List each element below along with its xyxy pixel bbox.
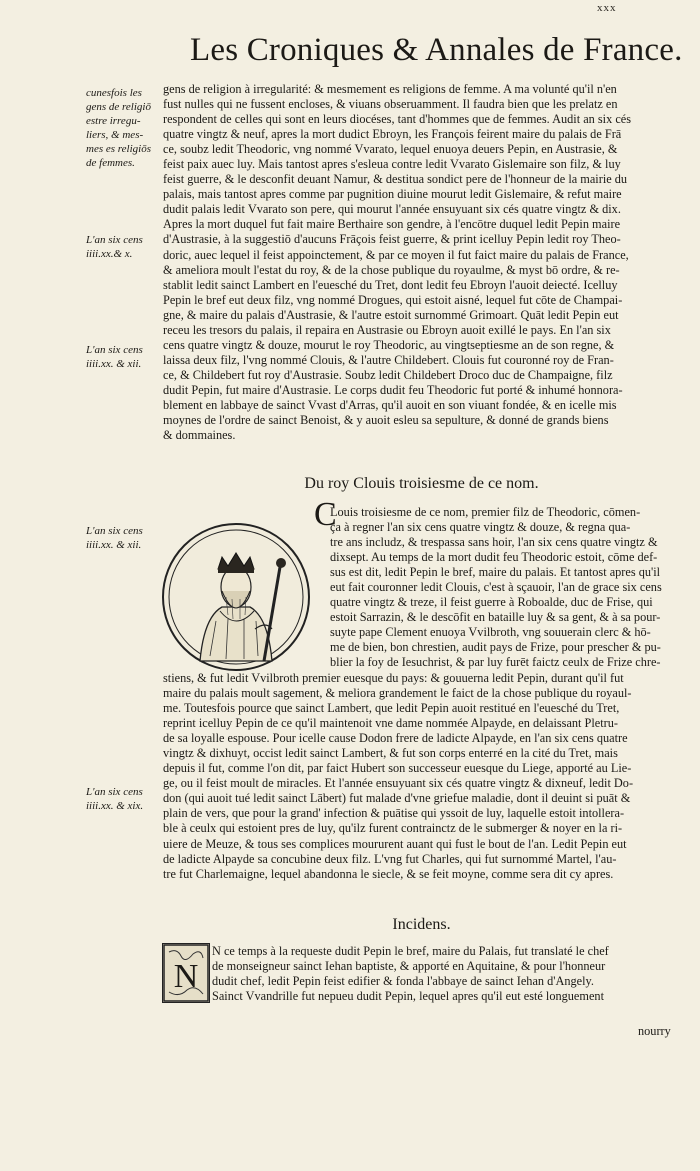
folio-number: xxx — [597, 2, 617, 14]
text-line: cens quatre vingtz & douze, mourut le roy Theodoric, au vingtseptiesme an de son regne, & — [163, 337, 615, 352]
text-line: laissa deux filz, l'vng nommé Clouis, & l'autre Childebert. Clouis fut couronné roy de Fran- — [163, 352, 614, 367]
text-line: depuis il fut, comme l'on dit, par faict Hubert son successeur euesque du Liege, apporté au Lie- — [163, 761, 632, 776]
text-line: Apres la mort duquel fut fait maire Berthaire son gendre, à l'encōtre duquel ledit Pepin maire — [163, 217, 621, 232]
margin-note-line: iiii.xx. & xii. — [86, 358, 142, 370]
text-line: don (qui auoit tué ledit sainct Lābert) fut malade d'vne griefue maladie, dont il deuint si puāt & — [163, 791, 631, 806]
text-line: dudit Pepin, fut maire d'Austrasie. Le corps dudit feu Theodoric fut porté & inhumé honnora- — [163, 382, 623, 397]
text-line: stiens, & fut ledit Vvilbroth premier euesque du pays: & gouuerna ledit Pepin, durant qu'il fut — [163, 671, 624, 685]
text-line: plain de vers, que pour la grand' infection & puātise qui yssoit de luy, laquelle estoit intollera- — [163, 806, 625, 821]
text-line: estoit Sarrazin, & le descōfit en bataille luy & sa gent, & à sa pour- — [330, 610, 661, 625]
text-line: me de bien, bon chrestien, audit pays de Frize, pour prescher & pu- — [330, 640, 661, 655]
paragraph-3 — [212, 944, 680, 1004]
text-line: tre ans includz, & trespassa sans hoir, l'an six cens quatre vingtz & — [330, 535, 658, 550]
running-head: Les Croniques & Annales de France. — [190, 32, 683, 68]
margin-note-line: cunesfois les — [86, 87, 142, 99]
margin-note-line: liers, & mes- — [86, 129, 144, 141]
text-line: suyte pape Clement enuoya Vvilbroth, vng souuerain clerc & hō- — [330, 625, 651, 640]
text-line: uiere de Meuze, & tous ses complices moururent auant qui fust le bout de l'an. Ledit Pepin eut — [163, 836, 627, 851]
margin-note-line: L'an six cens — [86, 234, 143, 246]
catchword: nourry — [638, 1024, 671, 1038]
text-line: stablit ledit sainct Lambert en l'euesché du Tret, dont ledit feu Ebroyn l'auoit deiecté. Icelluy — [163, 277, 618, 292]
text-line: ge, ou il feist moult de miracles. Et l'année ensuyuant six cés quatre vingtz & dixneuf, ledit Do- — [163, 776, 634, 791]
margin-note-line: de femmes. — [86, 157, 135, 169]
text-line: dudit chef, ledit Pepin feist edifier & fonda l'abbaye de sainct Iehan d'Angely. — [212, 974, 594, 989]
text-line: ce, soubz ledit Theodoric, vng nommé Vvarato, lequel enuoya deuers Pepin, en Austrasie, & — [163, 142, 618, 157]
text-line: respondent de celles qui sont en leurs diocéses, tant d'hommes que de femmes. Audit an six cés — [163, 112, 632, 127]
text-line: fust nulles qui ne fussent encloses, & viuans obseruamment. Il faudra bien que les prelatz en — [163, 97, 618, 112]
margin-note-line: mes es religiōs — [86, 143, 151, 155]
text-line: quatre vingtz & treze, il feist guerre à Roboalde, duc de Frise, qui — [330, 595, 653, 610]
text-line: gens de religion à irregularité: & mesmement es religions de femme. A ma volunté qu'il n'en — [163, 82, 617, 96]
text-line: gne, & maire du palais d'Austrasie, & l'autre estoit surnommé Grimoart. Quāt ledit Pepin eut — [163, 307, 619, 322]
margin-note-line: iiii.xx. & xix. — [86, 800, 144, 812]
margin-note-line: iiii.xx.& x. — [86, 248, 133, 260]
initial-letter-c: C — [314, 496, 337, 533]
margin-note — [86, 86, 162, 170]
margin-note-line: estre irregu- — [86, 115, 141, 127]
text-line: dixsept. Au temps de la mort dudit feu Theodoric estoit, cōme def- — [330, 550, 658, 565]
margin-note-line: L'an six cens — [86, 525, 143, 537]
text-line: blement en labbaye de sainct Vvast d'Arras, qu'il auoit en son viuant fondée, & en icelle mis — [163, 397, 617, 412]
paragraph-1 — [163, 82, 680, 443]
text-line: de ladicte Alpayde sa concubine deux filz. L'vng fut Charles, qui fut surnommé Martel, l'au- — [163, 851, 617, 866]
text-line: d'Austrasie, à la suggestiō d'aucuns Frāçois feist guerre, & print icelluy Pepin ledit roy Theo- — [163, 232, 621, 247]
section-title-incidens: Incidens. — [392, 916, 451, 933]
margin-note-line: gens de religiō — [86, 101, 151, 113]
text-line: feist guerre, & le desconfit deuant Namur, & destitua sondict pere de l'honneur de la mairie du — [163, 172, 628, 187]
margin-note — [86, 524, 162, 552]
text-line: ble à ceulx qui estoient pres de luy, qu'ilz furent contrainctz de le submerger & noyer en la ri- — [163, 821, 623, 836]
text-line: Pepin le bref eut deux filz, vng nommé Drogues, qui estoit aisné, lequel fut cōte de Champai- — [163, 292, 623, 307]
margin-note — [86, 233, 162, 261]
section-title-clouis: Du roy Clouis troisiesme de ce nom. — [304, 475, 539, 492]
king-portrait-medallion — [160, 521, 312, 673]
text-line: reprint icelluy Pepin de ce qu'il maintenoit vne dame nommée Alpayde, en delaissant Pletru- — [163, 716, 619, 731]
text-line: doric, auec lequel il feist appoinctement, & par ce moyen il fut faict maire du palais de France, — [163, 247, 629, 262]
margin-note — [86, 343, 162, 371]
paragraph-2-full — [163, 671, 680, 882]
text-line: me. Toutesfois pource que sainct Lambert, que ledit Pepin auoit restitué en l'euesché du Tret, — [163, 701, 620, 716]
paragraph-2-narrow — [330, 505, 680, 671]
text-line: & ameliora moult l'estat du roy, & de la chose publique du royaulme, & myst bō ordre, & re- — [163, 262, 620, 277]
initial-n-glyph: N — [173, 958, 199, 995]
text-line: feist paix auec luy. Mais tantost apres s'esleua contre ledit Vvarato Gislemaire son filz, & luy — [163, 157, 621, 172]
text-line: sus est dit, ledit Pepin le bref, maire du palais. Et tantost apres qu'il — [330, 565, 661, 580]
text-line: moynes de l'ordre de sainct Benoist, & y auoit esleu sa sepulture, & donné de grands biens — [163, 413, 609, 428]
text-line: eut fait couronner ledit Clouis, c'est à sçauoir, l'an de grace six cens — [330, 580, 662, 595]
text-line: blier la foy de Iesuchrist, & par luy furēt faictz ceulx de Frize chre- — [330, 655, 661, 670]
text-line: maire du palais moult sagement, & meliora grandement le faict de la chose publique du royaul- — [163, 686, 632, 701]
text-line: dudit palais ledit Vvarato son pere, qui mourut l'année ensuyuant six cés quatre vingtz & dix. — [163, 202, 621, 217]
text-line: ce, & Childebert fut roy d'Austrasie. Soubz ledit Childebert Droco duc de Champaigne, filz — [163, 367, 613, 382]
margin-note-line: L'an six cens — [86, 344, 143, 356]
text-line: N ce temps à la requeste dudit Pepin le bref, maire du Palais, fut translaté le chef — [212, 944, 609, 958]
margin-note-line: L'an six cens — [86, 786, 143, 798]
text-line: de monseigneur sainct Iehan baptiste, & apporté en Aquitaine, & pour l'honneur — [212, 959, 606, 974]
text-line: & dommaines. — [163, 428, 236, 443]
text-line: Louis troisiesme de ce nom, premier filz de Theodoric, cōmen- — [330, 505, 641, 519]
text-line: de sa loyalle espouse. Pour icelle cause Dodon frere de ladicte Alpayde, en l'an six cens quatre — [163, 731, 628, 746]
decorated-initial-n — [162, 943, 210, 1003]
text-line: palais, mais tantost apres comme par pugnition diuine mourut ledit Gislemaire, & refut maire — [163, 187, 622, 202]
text-line: vingtz & dixhuyt, occist ledit sainct Lambert, & fut son corps enterré en la cité du Tret, mais — [163, 746, 618, 761]
text-line: receu les tresors du palais, il repaira en Austrasie ou Ebroyn auoit exillé le pays. En l'an six — [163, 322, 611, 337]
text-line: tre fut Charlemaigne, lequel abandonna le siecle, & se feit moyne, comme sera dit cy apres. — [163, 866, 614, 881]
text-line: quatre vingtz & neuf, apres la mort dudict Ebroyn, les François feirent maire du palais de Frā — [163, 127, 622, 142]
margin-note — [86, 785, 162, 813]
text-line: Sainct Vvandrille fut nepueu dudit Pepin, lequel apres qu'il eut esté longuement — [212, 989, 604, 1004]
text-line: ça à regner l'an six cens quatre vingtz & douze, & regna qua- — [330, 520, 631, 535]
margin-note-line: iiii.xx. & xii. — [86, 539, 142, 551]
